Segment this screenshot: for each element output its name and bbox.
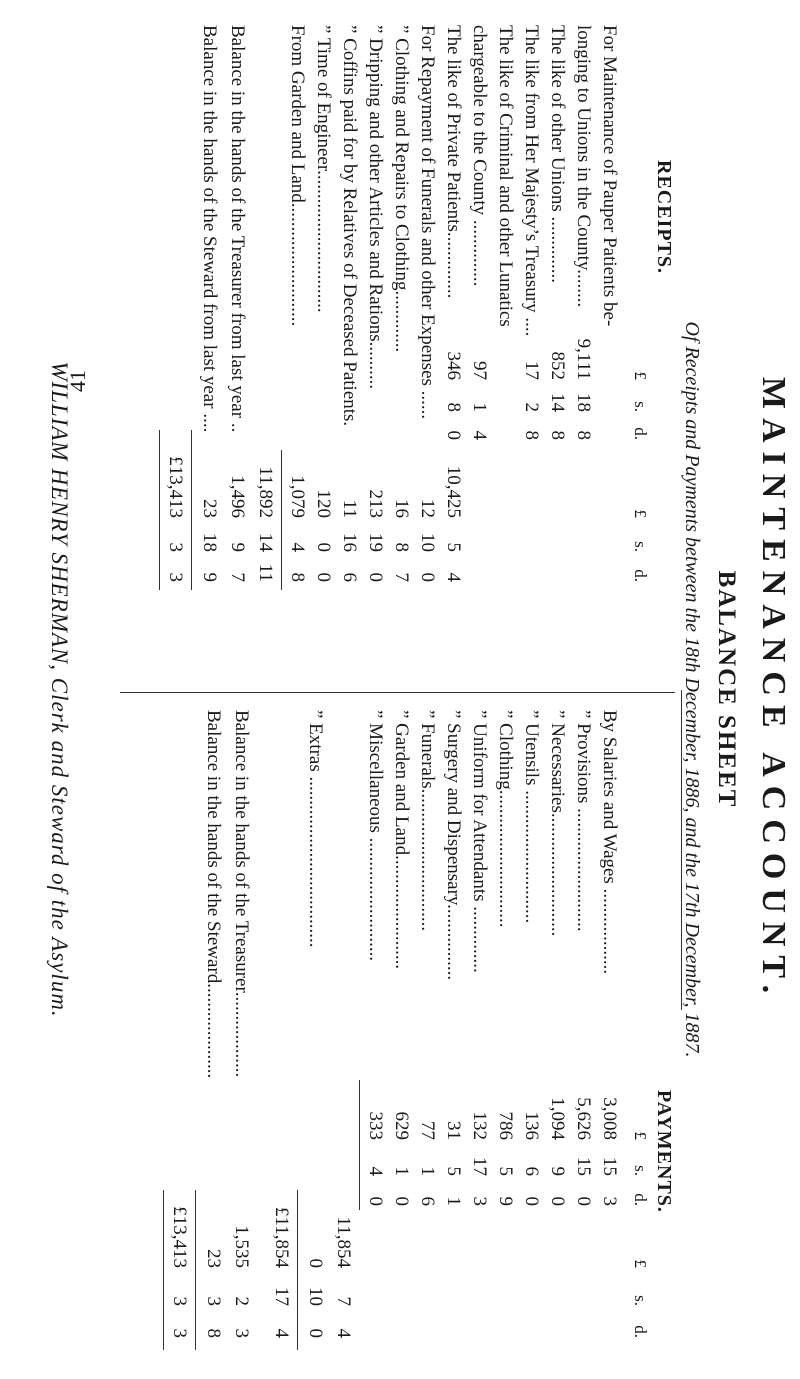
item-label: ” Provisions .......................... — [573, 710, 594, 932]
amount-e: 4 — [287, 542, 308, 552]
balance-label: Balance in the hands of the Steward.................... — [203, 710, 224, 1079]
amount-pounds: 629 — [391, 1111, 412, 1140]
amount-pence: 0 — [573, 1196, 594, 1206]
item-label: ” Time of Engineer.............................. — [313, 25, 334, 313]
amount-shillings: 6 — [521, 1166, 542, 1176]
line-item — [284, 25, 310, 625]
unit-header: s. — [631, 1295, 650, 1306]
amount-pence: 0 — [365, 1196, 386, 1206]
amount-pence: 1 — [443, 1196, 464, 1206]
line-item — [440, 710, 466, 1370]
amount-d: 10,425 — [443, 465, 464, 518]
line-item — [414, 710, 440, 1370]
item-label: For Maintenance of Pauper Patients be- — [599, 25, 620, 327]
item-label: ” Clothing and Repairs to Clothing............. — [391, 25, 412, 353]
line-item — [518, 710, 544, 1370]
balance-pounds: 1,496 — [227, 475, 248, 518]
line-item — [492, 25, 518, 625]
amount-shillings: 1 — [391, 1166, 412, 1176]
line-item — [466, 710, 492, 1370]
total-pence: 3 — [169, 1328, 190, 1338]
amount-pence: 6 — [417, 1196, 438, 1206]
balance-line — [224, 25, 250, 625]
amount-c: 0 — [443, 430, 464, 440]
balance-label: Balance in the hands of the Steward from last year .... — [199, 25, 220, 433]
amount-f: 8 — [287, 572, 308, 582]
amount-pounds: 786 — [495, 1111, 516, 1140]
line-item — [440, 25, 466, 625]
amount-shillings: 15 — [599, 1157, 620, 1176]
unit-header: d. — [631, 569, 650, 582]
receipts-subtotal — [252, 25, 278, 625]
balance-pence: 7 — [227, 572, 248, 582]
subtotal2-rule — [297, 1190, 298, 1350]
subtotal2-pence: 4 — [271, 1328, 292, 1338]
amount-a: 97 — [469, 361, 490, 380]
amount-pence: 3 — [469, 1196, 490, 1206]
total-pounds: £13,413 — [169, 1206, 190, 1268]
line-item — [362, 25, 388, 625]
amount-pounds: 333 — [365, 1111, 386, 1140]
amount-c: 8 — [521, 430, 542, 440]
line-item — [570, 25, 596, 625]
amount-shillings: 5 — [495, 1166, 516, 1176]
item-label: ” Miscellaneous .......................... — [365, 710, 386, 962]
receipts-total — [162, 25, 188, 625]
total-rule-top — [195, 1190, 196, 1350]
amount-pounds: 132 — [469, 1111, 490, 1140]
balance-shillings: 9 — [227, 542, 248, 552]
balance-label: Balance in the hands of the Treasurer.................. — [231, 710, 252, 1078]
page-number: 41 — [65, 370, 90, 392]
item-label: By Salaries and Wages .................. — [599, 710, 620, 975]
amount-b: 18 — [573, 393, 594, 412]
unit-header: £ — [631, 509, 650, 518]
subtotal-rule — [281, 450, 282, 590]
amount-a: 852 — [547, 351, 568, 380]
line-item — [544, 25, 570, 625]
line-item — [596, 25, 622, 625]
subtotal-pounds: 11,892 — [255, 466, 276, 518]
item-label: ” Coffins paid for by Relatives of Deceased Patients. — [339, 25, 360, 427]
unit-header: d. — [631, 427, 650, 440]
amount-pounds: 3,008 — [599, 1097, 620, 1140]
balance-label: Balance in the hands of the Treasurer from last year .. — [227, 25, 248, 433]
extras-shillings: 10 — [305, 1287, 326, 1306]
amount-pence: 3 — [599, 1196, 620, 1206]
item-label: From Garden and Land.......................... — [287, 25, 308, 327]
item-label: chargeable to the County .............. — [469, 25, 490, 287]
subtotal-rule — [359, 1080, 360, 1210]
document-period: Of Receipts and Payments between the 18th December, 1886, and the 17th December, 1887. — [681, 321, 703, 1058]
amount-a: 9,111 — [573, 338, 594, 380]
unit-header: d. — [631, 1325, 650, 1338]
receipts-heading: RECEIPTS. — [653, 160, 675, 275]
item-label: ” Funerals.............................. — [417, 710, 438, 932]
balance-pounds: 1,535 — [231, 1225, 252, 1268]
amount-e: 16 — [339, 533, 360, 552]
balance-pence: 8 — [203, 1328, 224, 1338]
line-item — [336, 25, 362, 625]
balance-line — [228, 710, 254, 1370]
amount-shillings: 5 — [443, 1166, 464, 1176]
extras-label: ” Extras .................................... — [305, 710, 326, 948]
item-label: ” Utensils ............................ — [521, 710, 542, 924]
amount-e: 5 — [443, 542, 464, 552]
extras-line — [302, 710, 328, 1370]
amount-b: 8 — [443, 402, 464, 412]
line-item — [596, 710, 622, 1370]
item-label: The like of other Unions .............. — [547, 25, 568, 284]
item-label: The like of Criminal and other Lunatics — [495, 25, 516, 327]
document-title: MAINTENANCE ACCOUNT. — [755, 376, 792, 1003]
item-label: ” Necessaries.......................... — [547, 710, 568, 937]
total-rule-bottom — [159, 430, 160, 590]
amount-d: 11 — [339, 499, 360, 518]
total-shillings: 3 — [169, 1296, 190, 1306]
unit-header: £ — [631, 1131, 650, 1140]
item-label: ” Garden and Land........................ — [391, 710, 412, 970]
line-item — [388, 710, 414, 1370]
amount-e: 0 — [313, 542, 334, 552]
subtotal-pence: 4 — [333, 1328, 354, 1338]
unit-header: s. — [631, 1165, 650, 1176]
amount-pounds: 77 — [417, 1121, 438, 1140]
total-rule-bottom — [163, 1190, 164, 1350]
amount-c: 8 — [573, 430, 594, 440]
item-label: longing to Unions in the County........ — [573, 25, 594, 308]
amount-b: 1 — [469, 402, 490, 412]
subtotal-pounds: 11,854 — [333, 1216, 354, 1268]
line-item — [388, 25, 414, 625]
line-item — [518, 25, 544, 625]
amount-pence: 0 — [521, 1196, 542, 1206]
unit-header: s. — [631, 401, 650, 412]
amount-e: 19 — [365, 533, 386, 552]
amount-pence: 9 — [495, 1196, 516, 1206]
amount-b: 2 — [521, 402, 542, 412]
amount-e: 10 — [417, 533, 438, 552]
item-label: ” Surgery and Dispensary................ — [443, 710, 464, 981]
item-label: The like from Her Majesty’s Treasury .... — [521, 25, 542, 337]
unit-header: £ — [631, 1259, 650, 1268]
amount-pounds: 136 — [521, 1111, 542, 1140]
payments-heading: PAYMENTS. — [653, 1090, 675, 1213]
balance-line — [196, 25, 222, 625]
total-pence: 3 — [165, 572, 186, 582]
amount-f: 0 — [417, 572, 438, 582]
item-label: The like of Private Patients.............. — [443, 25, 464, 299]
header-rule — [681, 690, 682, 1010]
amount-shillings: 4 — [365, 1166, 386, 1176]
unit-header: £ — [631, 371, 650, 380]
payments-total — [166, 710, 192, 1370]
subtotal-shillings: 14 — [255, 533, 276, 552]
extras-pence: 0 — [305, 1328, 326, 1338]
line-item — [414, 25, 440, 625]
item-label: ” Uniform for Attendants .............. — [469, 710, 490, 973]
amount-d: 16 — [391, 499, 412, 518]
balance-shillings: 18 — [199, 533, 220, 552]
amount-a: 346 — [443, 351, 464, 380]
subtotal-shillings: 7 — [333, 1296, 354, 1306]
line-item — [544, 710, 570, 1370]
amount-b: 14 — [547, 393, 568, 412]
amount-d: 213 — [365, 489, 386, 518]
unit-header: s. — [631, 541, 650, 552]
balance-shillings: 3 — [203, 1296, 224, 1306]
balance-line — [200, 710, 226, 1370]
amount-shillings: 17 — [469, 1157, 490, 1176]
amount-f: 0 — [365, 572, 386, 582]
amount-pence: 0 — [547, 1196, 568, 1206]
amount-f: 0 — [313, 572, 334, 582]
amount-f: 7 — [391, 572, 412, 582]
signature-line: WILLIAM HENRY SHERMAN, Clerk and Steward of the Asylum. — [47, 361, 72, 1018]
line-item — [492, 710, 518, 1370]
item-label: ” Clothing............................. — [495, 710, 516, 928]
payments-subtotal2 — [268, 710, 294, 1370]
total-rule-top — [191, 430, 192, 590]
payments-subtotal — [330, 710, 356, 1370]
amount-d: 12 — [417, 499, 438, 518]
amount-shillings: 9 — [547, 1166, 568, 1176]
unit-header: d. — [631, 1193, 650, 1206]
amount-a: 17 — [521, 361, 542, 380]
amount-f: 4 — [443, 572, 464, 582]
center-divider — [120, 692, 675, 693]
subtotal-pence: 11 — [255, 563, 276, 582]
line-item — [310, 25, 336, 625]
subtotal2-pounds: £11,854 — [271, 1206, 292, 1268]
amount-shillings: 15 — [573, 1157, 594, 1176]
subtotal2-shillings: 17 — [271, 1287, 292, 1306]
balance-pence: 3 — [231, 1328, 252, 1338]
item-label: For Repayment of Funerals and other Expenses ...... — [417, 25, 438, 420]
balance-shillings: 2 — [231, 1296, 252, 1306]
amount-c: 8 — [547, 430, 568, 440]
extras-pounds: 0 — [305, 1258, 326, 1268]
total-pounds: £13,413 — [165, 456, 186, 518]
line-item — [466, 25, 492, 625]
balance-pence: 9 — [199, 572, 220, 582]
amount-pence: 0 — [391, 1196, 412, 1206]
amount-pounds: 31 — [443, 1121, 464, 1140]
total-shillings: 3 — [165, 542, 186, 552]
amount-pounds: 5,626 — [573, 1097, 594, 1140]
balance-pounds: 23 — [203, 1249, 224, 1268]
amount-pounds: 1,094 — [547, 1097, 568, 1140]
balance-pounds: 23 — [199, 499, 220, 518]
amount-c: 4 — [469, 430, 490, 440]
amount-d: 120 — [313, 489, 334, 518]
amount-f: 6 — [339, 572, 360, 582]
amount-d: 1,079 — [287, 475, 308, 518]
amount-e: 8 — [391, 542, 412, 552]
amount-shillings: 1 — [417, 1166, 438, 1176]
item-label: ” Dripping and other Articles and Rations.......... — [365, 25, 386, 390]
line-item — [570, 710, 596, 1370]
document-subtitle: BALANCE SHEET — [713, 570, 740, 809]
line-item — [362, 710, 388, 1370]
